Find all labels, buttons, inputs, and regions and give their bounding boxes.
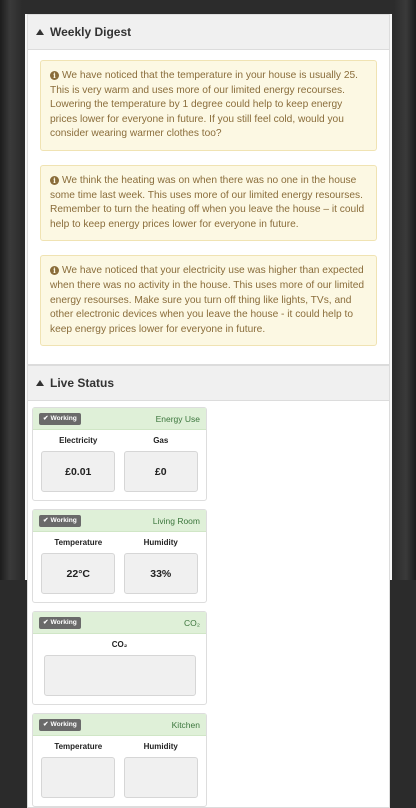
metric-value [41, 757, 115, 798]
digest-alert-text: We think the heating was on when there was no one in the house some time last week. This uses more of our limited energy resourses. Remember to turn the heating off when you leave the house – it could help to keep energy prices lower for everyone in future. [50, 174, 365, 230]
sensor-card-name: Kitchen [171, 719, 200, 730]
metric-co2 [44, 640, 196, 696]
metric-label: Temperature [54, 538, 103, 548]
weekly-digest-header[interactable] [28, 15, 389, 50]
status-badge-label: Working [50, 618, 77, 626]
metric-label: Humidity [143, 538, 178, 548]
status-badge-label: Working [50, 720, 77, 728]
digest-alert [40, 255, 377, 346]
digest-alert [40, 60, 377, 151]
caret-up-icon [36, 380, 44, 386]
weekly-digest-body [28, 50, 389, 364]
live-status-body [28, 401, 389, 807]
sensor-card-metrics [33, 532, 206, 602]
metric-value: 33% [124, 553, 198, 594]
sensor-card-name: Energy Use [155, 413, 200, 424]
status-badge [39, 617, 81, 629]
app-screen [25, 14, 392, 752]
sensor-card-metrics [33, 430, 206, 500]
sensor-card-header [33, 612, 206, 634]
status-badge [39, 719, 81, 731]
check-icon: ✔ [43, 618, 49, 626]
metric-temperature [41, 538, 115, 594]
weekly-digest-panel [27, 14, 390, 365]
sensor-card-kitchen [32, 713, 207, 807]
metric-value: 22°C [41, 553, 115, 594]
metric-value [124, 757, 198, 798]
digest-alert-text: We have noticed that your electricity use was higher than expected when there was no activity in the house. This uses more of our limited energy resourses. Make sure you turn off thing like lights, TVs, and other electronic devices when you leave the house - it could help to keep energy prices lower for everyone in future. [50, 265, 365, 335]
digest-alert [40, 165, 377, 241]
weekly-digest-title: Weekly Digest [50, 25, 132, 39]
sensor-card-metrics [33, 634, 206, 704]
check-icon: ✔ [43, 720, 49, 728]
metric-value [44, 655, 196, 696]
metric-label: Temperature [54, 742, 103, 752]
metric-label: Electricity [59, 436, 98, 446]
info-circle-icon: i [50, 266, 59, 275]
check-icon: ✔ [43, 414, 49, 422]
metric-temperature [41, 742, 115, 798]
sensor-card-living-room [32, 509, 207, 603]
metric-value: £0 [124, 451, 198, 492]
metric-label: Gas [153, 436, 169, 446]
sensor-card-header [33, 408, 206, 430]
status-badge [39, 413, 81, 425]
check-icon: ✔ [43, 516, 49, 524]
caret-up-icon [36, 29, 44, 35]
metric-label: CO₂ [111, 640, 128, 650]
digest-alert-text: We have noticed that the temperature in your house is usually 25. This is very warm and uses more of our limited energy recourses. Lowering the temperature by 1 degree could help to keep energy prices lower for everyone in future. If you still feel cold, would you consider wearing warmer clothes too? [50, 70, 358, 140]
info-circle-icon: i [50, 71, 59, 80]
status-badge-label: Working [50, 414, 77, 422]
metric-value: £0.01 [41, 451, 115, 492]
metric-label: Humidity [143, 742, 178, 752]
sensor-card-name: CO₂ [183, 617, 200, 628]
metric-gas [124, 436, 198, 492]
status-badge [39, 515, 81, 527]
sensor-card-header [33, 714, 206, 736]
live-status-title: Live Status [50, 376, 115, 391]
sensor-card-header [33, 510, 206, 532]
metric-electricity [41, 436, 115, 492]
live-status-panel [27, 365, 390, 808]
sensor-card-energy-use [32, 407, 207, 501]
live-status-header[interactable] [28, 366, 389, 401]
sensor-card-metrics [33, 736, 206, 806]
status-badge-label: Working [50, 516, 77, 524]
sensor-card-name: Living Room [152, 515, 200, 526]
metric-humidity [124, 742, 198, 798]
metric-humidity [124, 538, 198, 594]
info-circle-icon: i [50, 176, 59, 185]
sensor-card-co2 [32, 611, 207, 705]
